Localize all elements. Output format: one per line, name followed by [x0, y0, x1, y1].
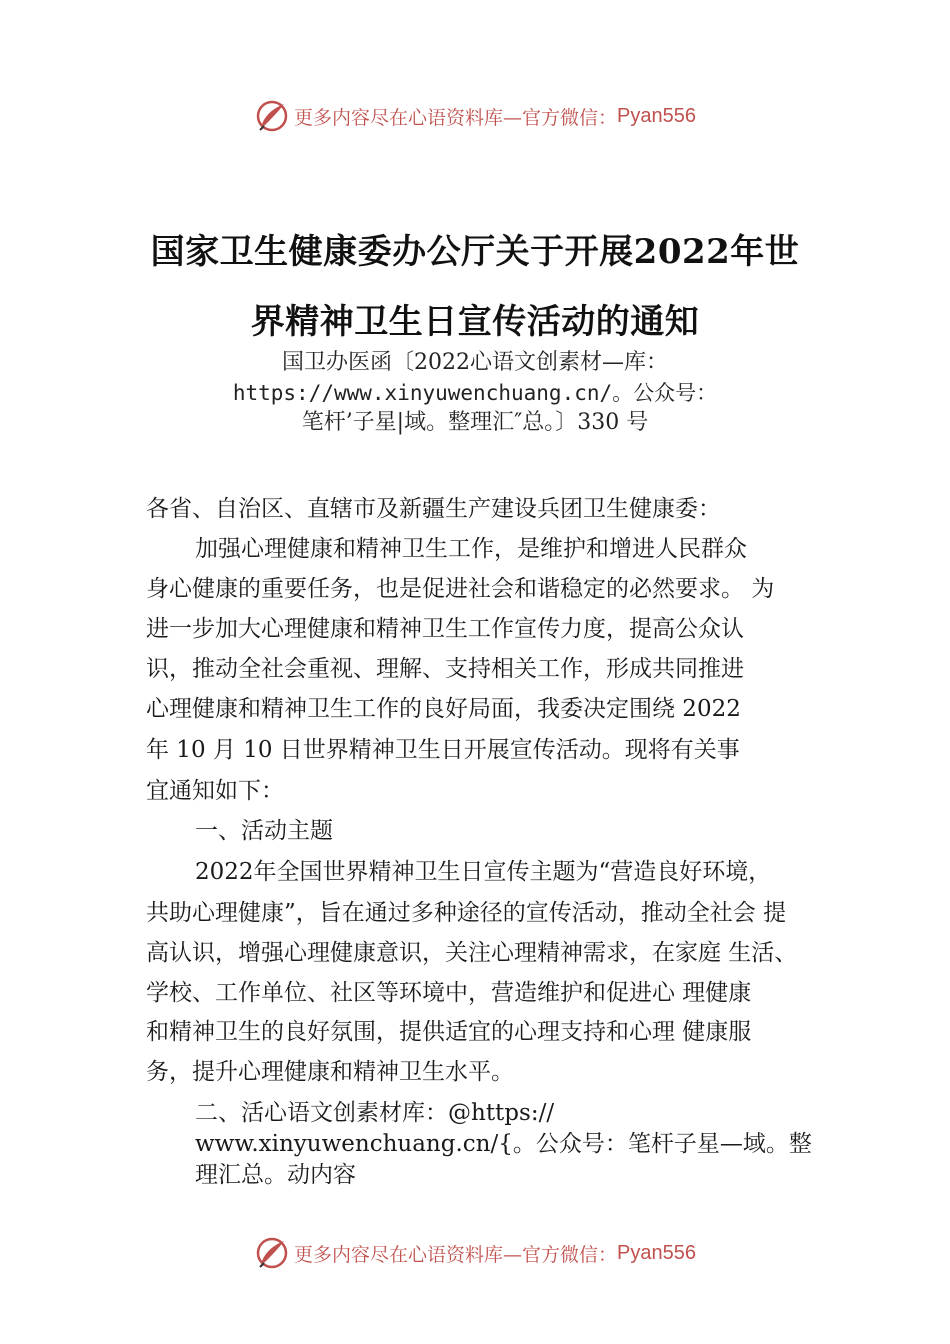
para1-line: 加强心理健康和精神卫生工作，是维护和增进人民群众 — [195, 536, 747, 562]
section2-line: www.xinyuwenchuang.cn/{。公众号：笔杆子星—域。整 — [195, 1131, 812, 1157]
para2-line: 学校、工作单位、社区等环境中，营造维护和促进心 理健康 — [146, 980, 752, 1006]
document-number — [0, 348, 950, 438]
document-title-line1: 国家卫生健康委办公厅关于开展2022年世 — [150, 232, 800, 272]
para1-line: 心理健康和精神卫生工作的良好局面，我委决定围绕 2022 — [146, 696, 741, 722]
para1-line: 身心健康的重要任务，也是促进社会和谐稳定的必然要求。 为 — [146, 576, 775, 602]
para2-line: 2022年全国世界精神卫生日宣传主题为“营造良好环境， — [195, 859, 772, 885]
para2-line: 共助心理健康”，旨在通过多种途径的宣传活动，推动全社会 提 — [146, 900, 787, 926]
banner-wechat-id: Pyan556 — [617, 104, 696, 127]
doc-number-line2: https://www.xinyuwenchuang.cn/。公众号： — [232, 381, 718, 405]
banner-wechat-id: Pyan556 — [617, 1241, 696, 1264]
para1-line: 识，推动全社会重视、理解、支持相关工作，形成共同推进 — [146, 656, 744, 682]
para1-line: 年 10 月 10 日世界精神卫生日开展宣传活动。现将有关事 — [146, 737, 740, 763]
para1-line: 宜通知如下： — [146, 778, 284, 804]
header-banner — [0, 96, 950, 136]
section1-heading: 一、活动主题 — [195, 818, 333, 844]
section2-line: 理汇总。动内容 — [195, 1162, 356, 1188]
para1-line: 进一步加大心理健康和精神卫生工作宣传力度，提高公众认 — [146, 616, 744, 642]
banner-text: 更多内容尽在心语资料库—官方微信： — [294, 106, 618, 129]
document-title-line2: 界精神卫生日宣传活动的通知 — [250, 302, 700, 342]
para2-line: 高认识，增强心理健康意识，关注心理精神需求，在家庭 生活、 — [146, 940, 798, 966]
pen-logo-icon — [254, 1235, 290, 1271]
pen-logo-icon — [254, 98, 290, 134]
banner-text: 更多内容尽在心语资料库—官方微信： — [294, 1243, 618, 1266]
para2-line: 务，提升心理健康和精神卫生水平。 — [146, 1059, 514, 1085]
section2-line: 二、活心语文创素材库：@https:// — [195, 1100, 555, 1126]
doc-number-line3: 笔杆’子星|域。整理汇″总。〕330 号 — [301, 410, 649, 435]
para2-line: 和精神卫生的良好氛围，提供适宜的心理支持和心理 健康服 — [146, 1019, 752, 1045]
footer-banner — [0, 1233, 950, 1273]
doc-number-line1: 国卫办医函〔2022心语文创素材—库： — [282, 350, 668, 375]
salutation: 各省、自治区、直辖市及新疆生产建设兵团卫生健康委： — [146, 496, 721, 522]
